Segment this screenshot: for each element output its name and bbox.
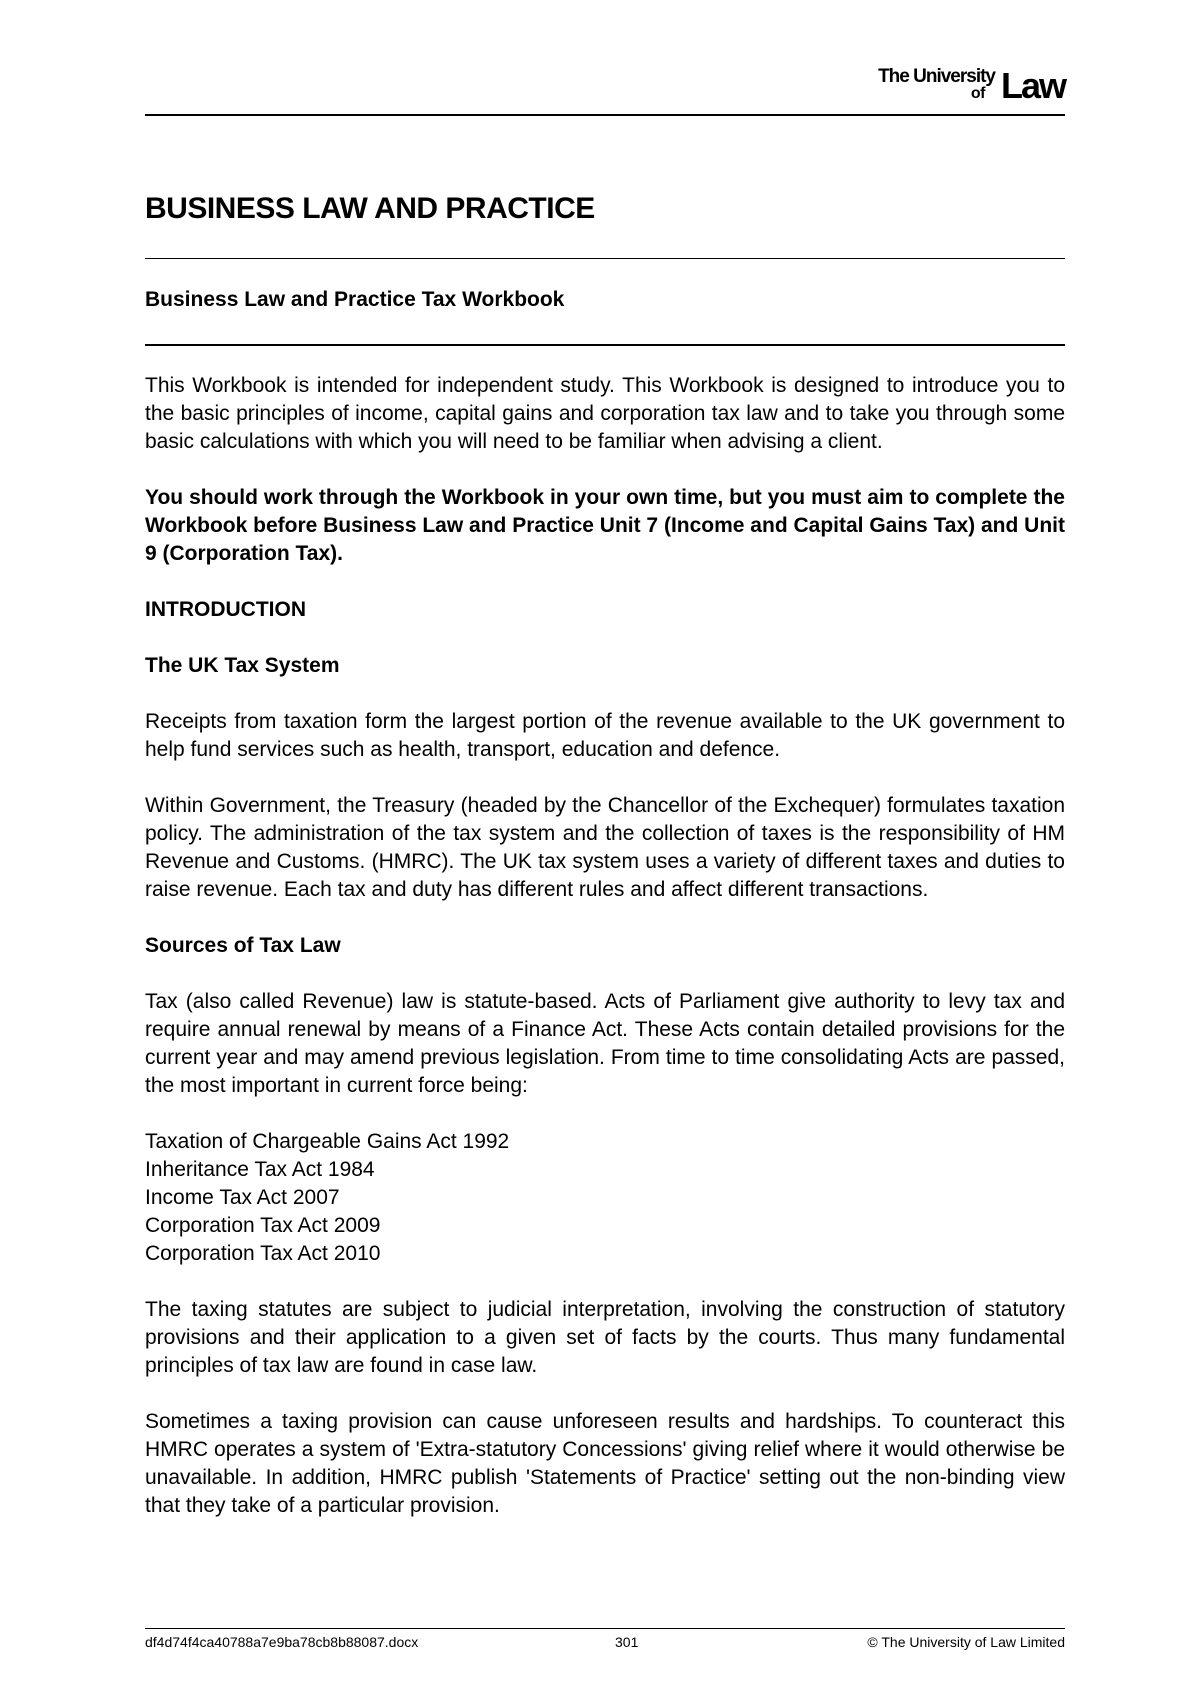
- footer-rule: [145, 1628, 1065, 1629]
- list-item: Taxation of Chargeable Gains Act 1992: [145, 1130, 510, 1153]
- footer-copyright: © The University of Law Limited: [867, 1634, 1065, 1650]
- acts-list: [145, 1128, 1065, 1268]
- instruction-paragraph: You should work through the Workbook in your own time, but you must aim to complete the Workbook before Business Law and Practice Unit 7 (Income and Capital Gains Tax) and Unit 9 (Corporation Tax).: [145, 486, 1065, 565]
- subtitle-rule: [145, 344, 1065, 346]
- list-item: Income Tax Act 2007: [145, 1186, 340, 1209]
- footer-page-number: 301: [615, 1634, 639, 1650]
- university-logo: [845, 64, 1065, 108]
- page-subtitle: Business Law and Practice Tax Workbook: [145, 288, 565, 311]
- document-page: [145, 0, 1065, 1698]
- sources-paragraph-3: Sometimes a taxing provision can cause unforeseen results and hardships. To counteract this HMRC operates a system of 'Extra-statutory Concessions' giving relief where it would otherwise be unavailable. In addition, HMRC publish 'Statements of Practice' setting out the non-binding view that they take of a particular provision.: [145, 1410, 1065, 1517]
- header-rule: [145, 114, 1065, 116]
- section-heading-introduction: INTRODUCTION: [145, 598, 306, 621]
- document-body: [145, 372, 1065, 1548]
- logo-line2: of: [970, 85, 985, 102]
- list-item: Corporation Tax Act 2009: [145, 1214, 381, 1237]
- uk-tax-paragraph-1: Receipts from taxation form the largest portion of the revenue available to the UK government to help fund services such as health, transport, education and defence.: [145, 710, 1065, 761]
- logo-line1: The University: [878, 66, 995, 87]
- title-rule: [145, 258, 1065, 259]
- list-item: Inheritance Tax Act 1984: [145, 1158, 375, 1181]
- section-heading-uk-tax-system: The UK Tax System: [145, 654, 340, 677]
- footer-filename: df4d74f4ca40788a7e9ba78cb8b88087.docx: [145, 1634, 419, 1650]
- sources-paragraph-1: Tax (also called Revenue) law is statute-based. Acts of Parliament give authority to levy tax and require annual renewal by means of a Finance Act. These Acts contain detailed provisions for the current year and may amend previous legislation. From time to time consolidating Acts are passed, the most important in current force being:: [145, 990, 1065, 1097]
- section-heading-sources-of-tax-law: Sources of Tax Law: [145, 934, 341, 957]
- sources-paragraph-2: The taxing statutes are subject to judicial interpretation, involving the construction of statutory provisions and their application to a given set of facts by the courts. Thus many fundamental principles of tax law are found in case law.: [145, 1298, 1065, 1377]
- logo-brand: Law: [1000, 65, 1065, 106]
- list-item: Corporation Tax Act 2010: [145, 1242, 381, 1265]
- intro-paragraph: This Workbook is intended for independent study. This Workbook is designed to introduce you to the basic principles of income, capital gains and corporation tax law and to take you through some basic calculations with which you will need to be familiar when advising a client.: [145, 374, 1065, 453]
- uk-tax-paragraph-2: Within Government, the Treasury (headed by the Chancellor of the Exchequer) formulates taxation policy. The administration of the tax system and the collection of taxes is the responsibility of HM Revenue and Customs. (HMRC). The UK tax system uses a variety of different taxes and duties to raise revenue. Each tax and duty has different rules and affect different transactions.: [145, 794, 1065, 901]
- page-title: BUSINESS LAW AND PRACTICE: [145, 192, 595, 225]
